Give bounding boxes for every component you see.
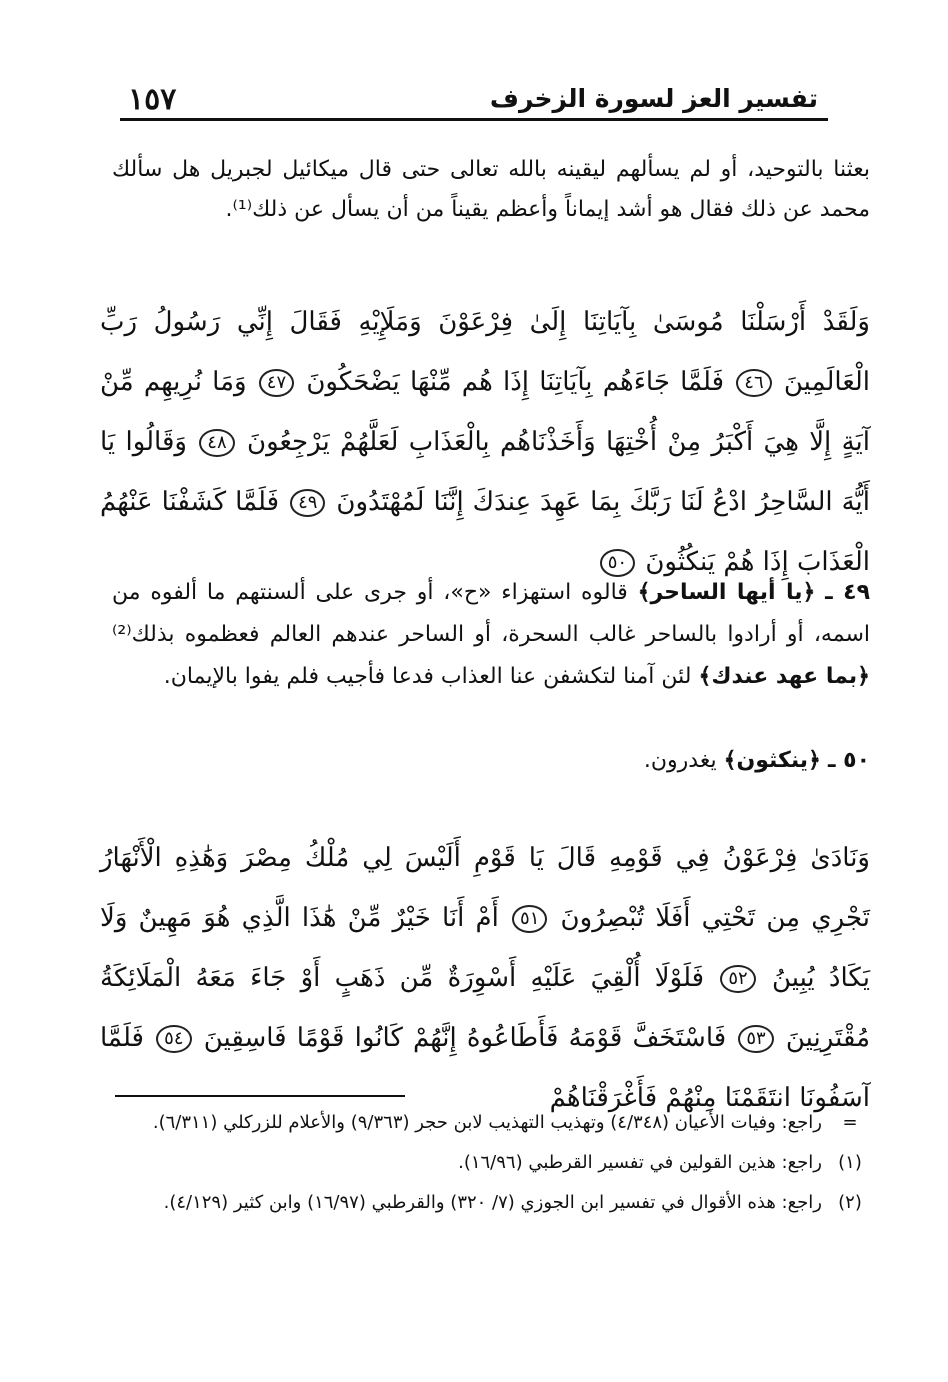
ayah-number-marker: ٥٣: [738, 1025, 773, 1053]
commentary-text: لئن آمنا لتكشفن عنا العذاب فدعا فأجيب فلم يفوا بالإيمان.: [163, 664, 692, 689]
verse-text: فَاسْتَخَفَّ قَوْمَهُ فَأَطَاعُوهُ إِنَّهُمْ كَانُوا قَوْمًا فَاسِقِينَ: [203, 1023, 727, 1053]
quran-verses-51-55: [100, 828, 870, 1128]
page-number: ١٥٧: [128, 82, 177, 117]
verse-text: فَلَمَّا آسَفُونَا انتَقَمْنَا مِنْهُمْ فَأَغْرَقْنَاهُمْ: [100, 1023, 870, 1113]
verse-text: فَلَمَّا كَشَفْنَا عَنْهُمُ الْعَذَابَ إِذَا هُمْ يَنكُثُونَ: [100, 487, 870, 577]
footnotes: [100, 1106, 870, 1226]
footnote-mark: (١): [838, 1152, 862, 1173]
ayah-number-marker: ٤٩: [290, 489, 325, 517]
ayah-number-marker: ٤٨: [199, 429, 234, 457]
commentary-number: ٤٩ ـ: [825, 580, 870, 605]
ayah-number-marker: ٥١: [512, 905, 547, 933]
footnote-mark: =: [842, 1112, 858, 1133]
page-header: [120, 78, 828, 121]
footnote: [100, 1186, 870, 1220]
footnote-mark: (٢): [838, 1192, 862, 1213]
footnote-text: راجع: هذين القولين في تفسير القرطبي (١٦/٩٦).: [458, 1152, 822, 1173]
ayah-number-marker: ٥٢: [720, 965, 755, 993]
ayah-number-marker: ٥٠: [600, 549, 635, 577]
footnote-text: راجع: وفيات الأعيان (٤/٣٤٨) وتهذيب التهذيب لابن حجر (٩/٣٦٣) والأعلام للزركلي (٦/٣١١).: [152, 1112, 822, 1133]
quran-verses-46-50: [100, 292, 870, 592]
verse-text: وَقَالُوا يَا أَيُّهَ السَّاحِرُ ادْعُ لَنَا رَبَّكَ بِمَا عَهِدَ عِندَكَ إِنَّنَا لَمُهْتَدُونَ: [100, 427, 871, 517]
quoted-phrase: ﴿ينكثون﴾: [723, 748, 821, 773]
verse-text: أَمْ أَنَا خَيْرٌ مِّنْ هَٰذَا الَّذِي هُوَ مَهِينٌ وَلَا يَكَادُ يُبِينُ: [100, 903, 871, 993]
commentary-text: قالوه استهزاء «ح»، أو جرى على ألسنتهم ما ألفوه من اسمه، أو أرادوا بالساحر غالب السحرة، أو الساحر عندهم العالم فعظموه بذلك⁽²⁾: [112, 580, 870, 647]
ayah-number-marker: ٤٧: [259, 369, 294, 397]
verse-text: وَمَا نُرِيهِم مِّنْ آيَةٍ إِلَّا هِيَ أَكْبَرُ مِنْ أُخْتِهَا وَأَخَذْنَاهُم بِالْعَذَابِ لَعَلَّهُمْ يَرْجِعُونَ: [100, 367, 871, 457]
commentary-50: [112, 740, 870, 782]
quoted-phrase: ﴿يا أيها الساحر﴾: [637, 580, 816, 605]
ayah-number-marker: ٤٦: [736, 369, 771, 397]
verse-text: وَلَقَدْ أَرْسَلْنَا مُوسَىٰ بِآيَاتِنَا إِلَىٰ فِرْعَوْنَ وَمَلَإِيْهِ فَقَالَ إِنِّي رَسُولُ رَبِّ الْعَالَمِينَ: [100, 307, 871, 397]
verse-text: فَلَمَّا جَاءَهُم بِآيَاتِنَا إِذَا هُم مِّنْهَا يَضْحَكُونَ: [306, 367, 725, 397]
running-title: تفسير العز لسورة الزخرف: [489, 84, 818, 113]
footnote: [100, 1106, 870, 1140]
footnote: [100, 1146, 870, 1180]
commentary-49: [112, 572, 870, 698]
commentary-number: ٥٠ ـ: [827, 748, 870, 773]
verse-text: وَنَادَىٰ فِرْعَوْنُ فِي قَوْمِهِ قَالَ يَا قَوْمِ أَلَيْسَ لِي مُلْكُ مِصْرَ وَهَٰذِهِ الْأَنْهَارُ تَجْرِي مِن تَحْتِي أَفَلَا تُبْصِرُونَ: [100, 843, 870, 933]
ayah-number-marker: ٥٤: [156, 1025, 191, 1053]
footnote-text: راجع: هذه الأقوال في تفسير ابن الجوزي (٧/ ٣٢٠) والقرطبي (١٦/٩٧) وابن كثير (٤/١٢٩).: [163, 1192, 822, 1213]
quoted-phrase: ﴿بما عهد عندك﴾: [698, 664, 870, 689]
verse-text: فَلَوْلَا أُلْقِيَ عَلَيْهِ أَسْوِرَةٌ مِّن ذَهَبٍ أَوْ جَاءَ مَعَهُ الْمَلَائِكَةُ مُقْتَرِنِينَ: [100, 963, 871, 1053]
footnote-separator: [115, 1095, 405, 1097]
intro-paragraph: بعثنا بالتوحيد، أو لم يسألهم ليقينه بالله تعالى حتى قال ميكائيل لجبريل هل سألك محمد عن ذلك فقال هو أشد إيماناً وأعظم يقيناً من أن يسأل عن ذلك⁽¹⁾.: [112, 157, 870, 222]
commentary-text: يغدرون.: [643, 748, 717, 773]
